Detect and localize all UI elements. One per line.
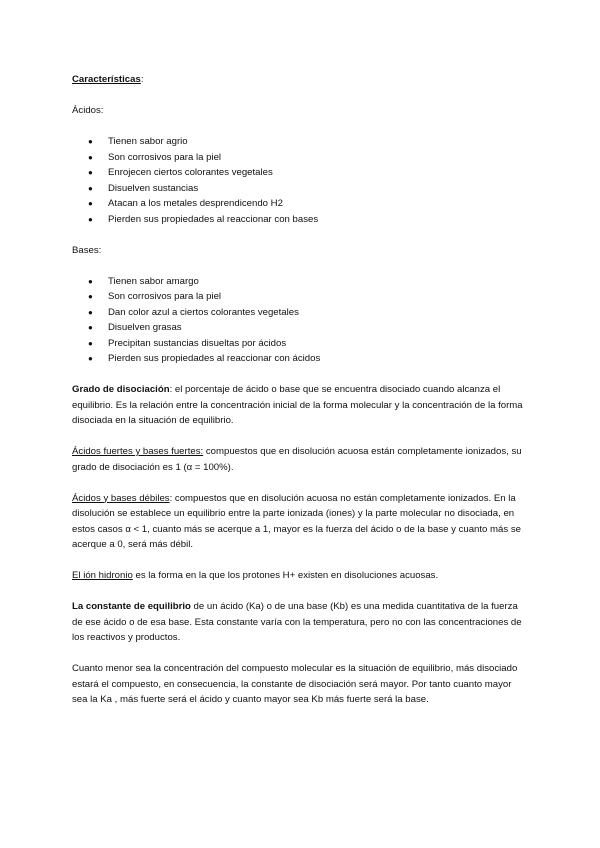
list-item: ● Dan color azul a ciertos colorantes vegetales bbox=[72, 305, 528, 321]
title-suffix: : bbox=[140, 74, 144, 85]
grado-term: Grado de disociación bbox=[72, 384, 170, 395]
list-item: ● Son corrosivos para la piel bbox=[72, 289, 528, 305]
list-item: ● Pierden sus propiedades al reaccionar con ácidos bbox=[72, 351, 528, 367]
list-item: ● Tienen sabor amargo bbox=[72, 274, 528, 290]
list-item: ● Tienen sabor agrio bbox=[72, 134, 528, 150]
constante-paragraph bbox=[72, 599, 528, 646]
fuertes-term: Ácidos fuertes y bases fuertes: bbox=[72, 446, 204, 457]
list-item: ● Pierden sus propiedades al reaccionar con bases bbox=[72, 212, 528, 228]
debiles-text: : compuestos que en disolución acuosa no están completamente ionizados. En la disolución se establece un equilibrio entre la parte ionizada (iones) y la parte molecular no disociada, en estos casos α < 1, cuanto más se acerque a 1, mayor es la fuerza del ácido o de la base y cuanto más se acerque a 0, será más débil. bbox=[72, 492, 521, 550]
debiles-term: Ácidos y bases débiles bbox=[72, 492, 170, 504]
bases-label: Bases: bbox=[72, 244, 102, 256]
constante-term: La constante de equilibrio bbox=[72, 601, 191, 612]
final-paragraph: Cuanto menor sea la concentración del compuesto molecular es la situación de equilibrio, más disociado estará el compuesto, en consecuencia, la constante de disociación será mayor. Por tanto cuanto mayor sea la Ka , más fuerte será el ácido y cuanto mayor sea Kb más fuerte será la base. bbox=[72, 663, 518, 705]
grado-paragraph bbox=[72, 382, 528, 429]
document-content bbox=[72, 72, 528, 708]
bases-list bbox=[72, 274, 528, 367]
constante-text: de un ácido (Ka) o de una base (Kb) es una medida cuantitativa de la fuerza de ese ácido o de esa base. Esta constante varía con la temperatura, pero no con las concentraciones de los reactivos y productos. bbox=[72, 601, 522, 643]
debiles-paragraph bbox=[72, 491, 528, 553]
list-item: ● Atacan a los metales desprendicendo H2 bbox=[72, 196, 528, 212]
title-text: Características bbox=[72, 74, 141, 85]
hidronio-text: es la forma en la que los protones H+ existen en disoluciones acuosas. bbox=[132, 570, 439, 581]
hidronio-term: El ión hidronio bbox=[72, 570, 133, 581]
hidronio-paragraph bbox=[72, 568, 528, 584]
acidos-list bbox=[72, 134, 528, 227]
fuertes-paragraph bbox=[72, 444, 528, 475]
grado-text: : el porcentaje de ácido o base que se encuentra disociado cuando alcanza el equilibrio. Es la relación entre la concentración inicial de la forma molecular y la concentración de la forma disociada en la situación de equilibrio. bbox=[72, 384, 523, 426]
list-item: ● Enrojecen ciertos colorantes vegetales bbox=[72, 165, 528, 181]
list-item: ● Precipitan sustancias disueltas por ácidos bbox=[72, 336, 528, 352]
acidos-label: Ácidos: bbox=[72, 105, 104, 116]
list-item: ● Disuelven sustancias bbox=[72, 181, 528, 197]
list-item: ● Disuelven grasas bbox=[72, 320, 528, 336]
fuertes-text: compuestos que en disolución acuosa están completamente ionizados, su grado de disociación es 1 (α = 100%). bbox=[72, 446, 522, 473]
section-title bbox=[72, 72, 528, 88]
list-item: ● Son corrosivos para la piel bbox=[72, 150, 528, 166]
